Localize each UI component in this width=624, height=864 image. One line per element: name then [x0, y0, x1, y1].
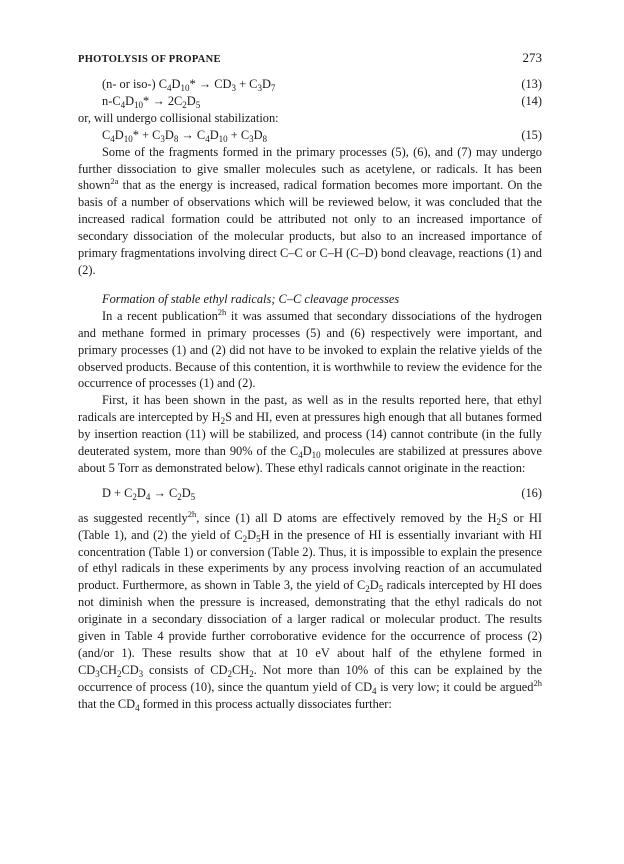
equation-number: (13): [521, 77, 542, 91]
equation-15: $C_4D_{10}* + C_3D_8 \to C_4D_{10} + C_3D_8$ (15): [102, 127, 542, 144]
equation-16: $D + C_2D_4 \to C_2D_5$ (16): [102, 485, 542, 502]
document-page: [78, 50, 542, 713]
paragraph: as suggested recently$^{2h}$, since (1) all D atoms are effectively removed by the $H_2S$ or HI (Table 1), and (2) the yield of $C_2D_5H$ in the presence of HI is essentially invariant with HI concentration (Table 1) or conversion (Table 2). Thus, it is impossible to explain the presence of ethyl radicals in these experiments by any process involving reaction of an accumulated product. Furthermore, as shown in Table 3, the yield of $C_2D_5$ radicals intercepted by HI does not diminish when the pressure is increased, demonstrating that the ethyl radicals do not originate in a secondary dissociation of a larger radical or molecular product. The results given in Table 4 provide further corroborative evidence for the occurrence of process (2) (and/or 1). These results show that at 10 eV about half of the ethylene formed in $CD_3CH_2CD_3$ consists of $CD_2CH_2$. Not more than 10% of this can be explained by the occurrence of process (10), since the quantum yield of $CD_4$ is very low; it could be argued$^{2h}$ that the $CD_4$ formed in this process actually dissociates further:: [78, 508, 542, 713]
running-title: PHOTOLYSIS OF PROPANE: [78, 54, 221, 65]
equation-13: (n- or iso-) $C_4D_{10}* \to CD_3 + C_3D_7$ (13): [102, 77, 542, 93]
section-heading: Formation of stable ethyl radicals; C–C cleavage processes: [102, 291, 400, 306]
equation-number: (14): [521, 93, 542, 108]
page-header: [78, 50, 542, 72]
equation-number: (16): [521, 485, 542, 500]
equation-14: $n-C_4D_{10}* \to 2C_2D_5$ (14): [102, 93, 542, 110]
body-text: [78, 76, 542, 713]
paragraph: or, will undergo collisional stabilization:: [78, 110, 279, 125]
page-number: 273: [522, 50, 542, 65]
equation-number: (15): [521, 127, 542, 142]
paragraph: First, it has been shown in the past, as well as in the results reported here, that ethyl radicals are intercepted by $H_2S$ and HI, even at pressures high enough that all butanes formed by insertion reaction (11) will be stabilized, and process (14) cannot contribute (in the fully deuterated system, more than 90% of the $C_4D_{10}$ molecules are stabilized at pressures above about 5 Torr as demonstrated below). These ethyl radicals cannot originate in the reaction:: [78, 393, 543, 475]
paragraph: In a recent publication$^{2h}$ it was assumed that secondary dissociations of the hydrogen and methane formed in primary processes (5) and (6) respectively were important, and primary processes (1) and (2) did not have to be invoked to explain the relative yields of the observed products. Because of this contention, it is worthwhile to review the evidence for the occurrence of processes (1) and (2).: [78, 306, 543, 391]
paragraph: Some of the fragments formed in the primary processes (5), (6), and (7) may undergo further dissociation to give smaller molecules such as acetylene, or radicals. It has been shown$^{2a}$ that as the energy is increased, radical formation becomes more important. On the basis of a number of observations which will be reviewed below, it was concluded that the increased radical formation could be attributed not only to an increased importance of secondary dissociation of the molecular products, but also to an increased importance of primary fragmentations involving direct C–C or C–H (C–D) bond cleavage, reactions (1) and (2).: [78, 144, 542, 277]
